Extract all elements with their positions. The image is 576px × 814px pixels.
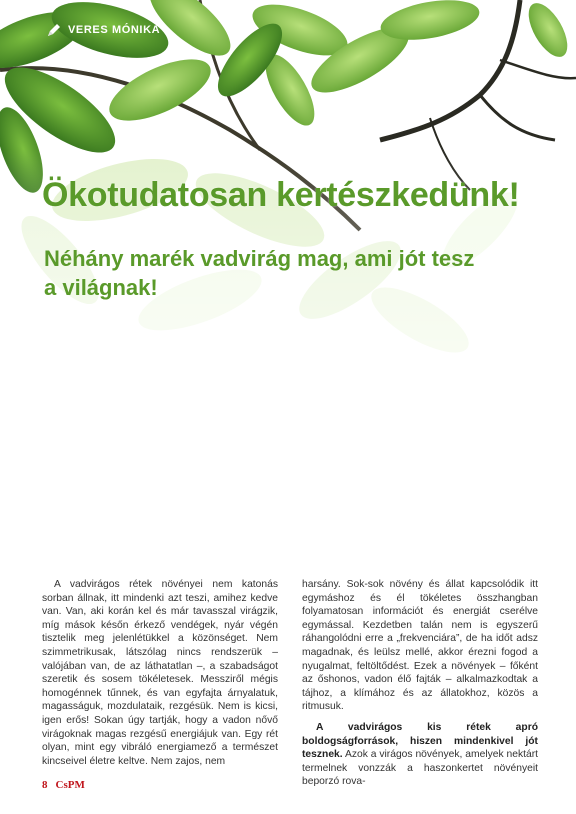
body-paragraph: A vadvirágos rétek növényei nem katonás sorban állnak, itt mindenki azt teszi, amihez kedve van. Van, aki korán kel és már tavasszal virágzik, míg mások későn érkező vendégek, nyár végén tisztelik meg jelenlétükkel a közönséget. Nem szimmetrikusak, látszólag nincs rendszerük – valójában van, de az láthatatlan –, a szabadságot szeretik és sosem tökéletesek. Messziről mégis homogénnek tűnnek, és van egyfajta árnyalatuk, magasságuk, mozdulataik, rezgésük. Nem is kicsi, igen erős! Sokan úgy tartják, hogy a vadon nővő virágoknak magas rezgésű energiájuk van. Egy rét olyan, mint egy vibráló energiamező a természet kincseivel életre keltve. Nem zajos, nem (42, 579, 278, 767)
right-column (302, 578, 538, 796)
author-byline (46, 22, 160, 38)
body-paragraph-rest: Azok a virágos növények, amelyek nektárt termelnek vonzzák a haszonkertet növényeit beporzó rova- (302, 749, 538, 788)
magazine-name: CsPM (55, 779, 85, 791)
body-paragraph: harsány. Sok-sok növény és állat kapcsolódik itt egymáshoz és él tökéletes összhangban folyamatosan információt és energiát cserélve egymással. Kezdetben talán nem is egyszerű ráhangolódni erre a „frekvenciára”, de ha időt adsz magadnak, és leülsz mellé, akkor érezni fogod a nyugalmat, feltöltődést. Ezek a növények – főként az őshonos, vadon élő fajták – alkalmazkodtak a tájhoz, a klímához és az állatokhoz, közös a ritmusuk. (302, 579, 538, 713)
left-column (42, 578, 278, 775)
page-footer (42, 779, 85, 791)
highlight-text: A vadvirágos kis rétek apró boldogságforrások, hiszen mindenkivel jót tesznek. (302, 721, 538, 761)
page-number: 8 (42, 779, 48, 791)
pen-icon (46, 22, 62, 38)
body-paragraph-highlight (302, 721, 538, 789)
author-name: VERES MÓNIKA (68, 24, 161, 36)
article-subtitle: Néhány marék vadvirág mag, ami jót tesz a világnak! (44, 246, 475, 300)
article-title: Ökotudatosan kertészkedünk! (42, 176, 520, 214)
